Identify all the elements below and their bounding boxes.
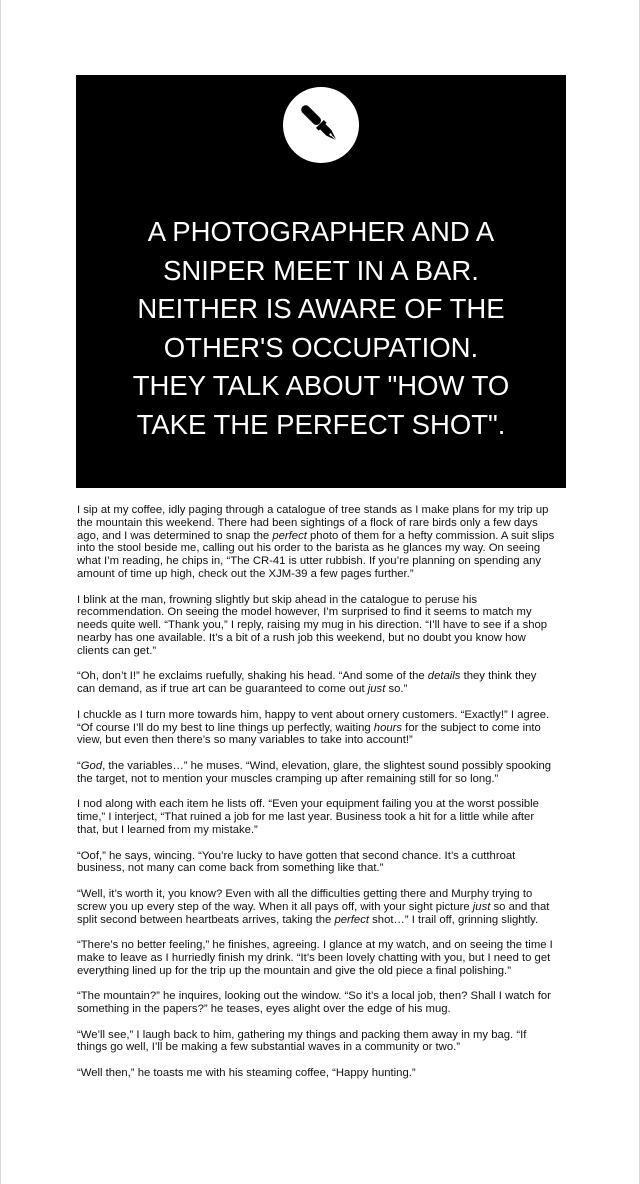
story-line: “Of course I’ll do my best to line things up perfectly, waiting hours for the subject to come into xyxy=(77,721,541,734)
headline xyxy=(76,213,566,445)
story-paragraph xyxy=(77,798,569,836)
pen-icon xyxy=(283,87,359,163)
story-line: nearby has one available. It’s a bit of a rush job this weekend, but no doubt you know how xyxy=(77,631,526,644)
story-paragraph xyxy=(77,888,569,926)
story-line: can demand, as if true art can be guaranteed to come out just so.” xyxy=(77,683,408,696)
headline-line: OTHER'S OCCUPATION. xyxy=(163,331,479,363)
headline-line: A PHOTOGRAPHER AND A xyxy=(147,216,495,247)
story-line: time,” I interject, “That ruined a job for me last year. Business took a hit for a little while after xyxy=(77,811,535,824)
story-line: I sip at my coffee, idly paging through a catalogue of tree stands as I make plans for my trip up xyxy=(77,504,549,516)
story-line: I chuckle as I turn more towards him, happy to vent about ornery customers. “Exactly!” I agree. xyxy=(77,708,550,721)
story-line: “There’s no better feeling,” he finishes, agreeing. I glance at my watch, and on seeing the time I xyxy=(77,939,553,952)
story-line: I nod along with each item he lists off. “Even your equipment failing you at the worst possible xyxy=(77,798,539,811)
story-line: something in the papers?” he teases, eyes alight over the edge of his mug. xyxy=(77,1003,451,1016)
story-line: screw you up every step of the way. When it all pays off, with your sight picture just so and that xyxy=(77,900,550,913)
story-paragraph xyxy=(77,850,569,876)
story-line: “Well then,” he toasts me with his steaming coffee, “Happy hunting.” xyxy=(77,1067,416,1080)
pen-icon-graphic xyxy=(283,87,359,163)
story-line: amount of time up high, check out the XJM-39 a few pages further.” xyxy=(77,567,414,580)
story-line: needs quite well. “Thank you,” I reply, raising my mug in his direction. “I’ll have to see if a shop xyxy=(77,619,548,632)
story-line: “Oof,” he says, wincing. “You’re lucky to have gotten that second chance. It’s a cutthroat xyxy=(77,849,516,862)
story-line: view, but even then there’s so many variables to take into account!” xyxy=(77,734,413,747)
headline-line: SNIPER MEET IN A BAR. xyxy=(163,254,479,286)
story-line: the target, not to mention your muscles cramping up after remaining still for so long.” xyxy=(77,772,499,785)
story-line: into the stool beside me, calling out his order to the barista as he glances my way. On seeing xyxy=(77,542,541,555)
headline-line: THEY TALK ABOUT "HOW TO xyxy=(132,370,510,402)
story-paragraph xyxy=(77,709,569,747)
story-paragraph xyxy=(77,504,569,581)
story-text xyxy=(77,504,569,1093)
story-line: business, not many can come back from something like that.” xyxy=(77,862,384,875)
story-line: “God, the variables…” he muses. “Wind, elevation, glare, the slightest sound possibly spooking xyxy=(77,759,552,772)
headline-line: NEITHER IS AWARE OF THE xyxy=(137,293,505,325)
story-line: ago, and I was determined to snap the perfect photo of them for a hefty commission. A suit slips xyxy=(77,529,555,542)
story-line: clients can get.” xyxy=(77,644,157,657)
story-paragraph xyxy=(77,1067,569,1080)
story-line: “Oh, don’t I!” he exclaims ruefully, shaking his head. “And some of the details they think they xyxy=(77,670,537,683)
story-line: split second between heartbeats arrives, taking the perfect shot…” I trail off, grinning slightly. xyxy=(77,913,539,926)
headline-line: TAKE THE PERFECT SHOT". xyxy=(136,408,506,440)
story-line: “We’ll see,” I laugh back to him, gathering my things and packing them away in my bag. “If xyxy=(77,1028,527,1041)
story-line: I blink at the man, frowning slightly but skip ahead in the catalogue to peruse his xyxy=(77,593,478,606)
story-line: “Well, it’s worth it, you know? Even with all the difficulties getting there and Murphy trying to xyxy=(77,887,533,900)
story-paragraph xyxy=(77,1029,569,1055)
header-banner xyxy=(76,75,566,488)
story-paragraph xyxy=(77,594,569,658)
story-paragraph xyxy=(77,939,569,977)
story-line: recommendation. On seeing the model however, I’m surprised to find it seems to match my xyxy=(77,606,532,619)
story-paragraph xyxy=(77,990,569,1016)
story-line: what I’m reading, he chips in, “The CR-41 is utter rubbish. If you’re planning on spending any xyxy=(77,555,542,568)
story-line: things go well, I’ll be making a few substantial waves in a community or two.” xyxy=(77,1041,461,1054)
story-line: everything lined up for the trip up the mountain and give the old piece a final polishing.” xyxy=(77,964,511,977)
story-line: make to leave as I hurriedly finish my drink. “It’s been lovely chatting with you, but I need to get xyxy=(77,951,551,964)
story-line: “The mountain?” he inquires, looking out the window. “So it’s a local job, then? Shall I watch for xyxy=(77,990,551,1003)
story-line: that, but I learned from my mistake.” xyxy=(77,823,258,836)
story-paragraph xyxy=(77,760,569,786)
story-paragraph xyxy=(77,670,569,696)
story-line: the mountain this weekend. There had been sightings of a flock of rare birds only a few days xyxy=(77,516,538,529)
